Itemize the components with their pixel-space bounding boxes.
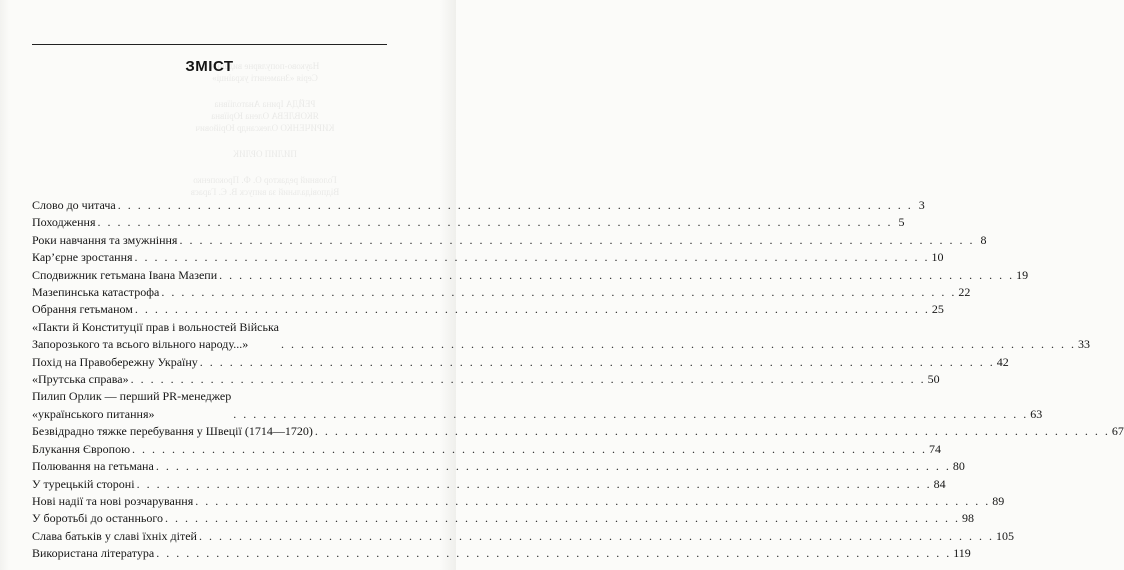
bleed-through-line: РЕЙДА Ірина Анатоліївна [214, 99, 316, 109]
toc-entry-title [32, 319, 279, 354]
bleed-through-line: Головний редактор О. Ф. Прокопенко [193, 175, 337, 185]
toc-entry-title-line: «Пакти й Конституції прав і вольностей Війська [32, 319, 279, 334]
toc-page-number: 80 [952, 459, 965, 474]
toc-entry-title-line: Обрання гетьманом [32, 302, 133, 317]
bleed-through-line: ЯКОВЛЕВА Олена Юріївна [211, 111, 319, 121]
toc-leader-dots: . . . . . . . . . . . . . . . . . . . . . . . . . . . . . . . . . . . . . . . . . . . . . . . . . . . . . . . . . . . . . . . . . . . . . . . . . . . . . . . . [280, 337, 1076, 352]
toc-entry [32, 354, 1009, 371]
toc-entry [32, 545, 971, 562]
toc-entry-title-line: Безвідрадно тяжке перебування у Швеції (1714—1720) [32, 424, 313, 439]
toc-entry-title [32, 545, 154, 562]
toc-entry [32, 319, 1090, 354]
toc-leader-dots: . . . . . . . . . . . . . . . . . . . . . . . . . . . . . . . . . . . . . . . . . . . . . . . . . . . . . . . . . . . . . . . . . . . . . . . . . . . . . . . . [165, 511, 960, 526]
toc-page-number: 119 [953, 546, 971, 561]
toc-entry [32, 249, 944, 266]
toc-entry [32, 371, 940, 388]
bleed-through-line: КИРИЧЕНКО Олександр Юрійович [195, 123, 335, 133]
toc-entry-title-line: У боротьбі до останнього [32, 511, 163, 526]
toc-entry-title-line: Походження [32, 215, 96, 230]
toc-leader-dots: . . . . . . . . . . . . . . . . . . . . . . . . . . . . . . . . . . . . . . . . . . . . . . . . . . . . . . . . . . . . . . . . . . . . . . . . . . . . . . . . [134, 302, 930, 317]
table-of-contents [32, 197, 1124, 563]
toc-entry-title-line: У турецькій стороні [32, 476, 135, 491]
toc-leader-dots: . . . . . . . . . . . . . . . . . . . . . . . . . . . . . . . . . . . . . . . . . . . . . . . . . . . . . . . . . . . . . . . . . . . . . . . . . . . . . . . . [155, 459, 951, 474]
toc-page-number: 84 [933, 476, 946, 491]
toc-entry-title-line: Слава батьків у славі їхніх дітей [32, 528, 197, 543]
toc-entry-title-line: Мазепинська катастрофа [32, 285, 160, 300]
toc-entry [32, 510, 974, 527]
toc-leader-dots: . . . . . . . . . . . . . . . . . . . . . . . . . . . . . . . . . . . . . . . . . . . . . . . . . . . . . . . . . . . . . . . . . . . . . . . . . . . . . . . . [134, 250, 930, 265]
toc-entry-title [32, 284, 159, 301]
toc-page-number: 98 [962, 511, 974, 526]
toc-entry [32, 528, 1014, 545]
toc-entry [32, 388, 1043, 423]
toc-entry-title [32, 493, 193, 510]
toc-entry-title-line: Роки навчання та змужніння [32, 232, 178, 247]
toc-leader-dots: . . . . . . . . . . . . . . . . . . . . . . . . . . . . . . . . . . . . . . . . . . . . . . . . . . . . . . . . . . . . . . . . . . . . . . . . . . . . . . . . [136, 476, 932, 491]
toc-entry [32, 284, 971, 301]
toc-entry-title [32, 388, 231, 423]
toc-page-number: 63 [1030, 406, 1043, 421]
toc-entry-title [32, 214, 96, 231]
toc-page-number: 5 [898, 215, 905, 230]
toc-entry-title [32, 476, 135, 493]
toc-entry-title [32, 458, 154, 475]
toc-leader-dots: . . . . . . . . . . . . . . . . . . . . . . . . . . . . . . . . . . . . . . . . . . . . . . . . . . . . . . . . . . . . . . . . . . . . . . . . . . . . . . . . [156, 546, 952, 561]
toc-entry [32, 301, 944, 318]
toc-page-number: 89 [992, 493, 1005, 508]
toc-entry [32, 493, 1005, 510]
toc-leader-dots: . . . . . . . . . . . . . . . . . . . . . . . . . . . . . . . . . . . . . . . . . . . . . . . . . . . . . . . . . . . . . . . . . . . . . . . . . . . . . . . . [314, 424, 1110, 439]
bleed-through-line: Науково-популярне видання [210, 61, 320, 71]
toc-entry-title [32, 510, 163, 527]
toc-entry-title-line: Слово до читача [32, 198, 116, 212]
toc-leader-dots: . . . . . . . . . . . . . . . . . . . . . . . . . . . . . . . . . . . . . . . . . . . . . . . . . . . . . . . . . . . . . . . . . . . . . . . . . . . . . . . . [130, 372, 926, 387]
toc-page-number: 8 [980, 232, 987, 247]
toc-leader-dots: . . . . . . . . . . . . . . . . . . . . . . . . . . . . . . . . . . . . . . . . . . . . . . . . . . . . . . . . . . . . . . . . . . . . . . . . . . . . . . . . [199, 354, 995, 369]
toc-leader-dots: . . . . . . . . . . . . . . . . . . . . . . . . . . . . . . . . . . . . . . . . . . . . . . . . . . . . . . . . . . . . . . . . . . . . . . . . . . . . . . . . [179, 232, 975, 247]
toc-entry-title-line: «українського питання» [32, 406, 155, 421]
toc-entry [32, 197, 925, 214]
bleed-through-line: ПИЛИП ОРЛИК [233, 149, 297, 159]
toc-entry [32, 458, 965, 475]
toc-page-number: 42 [996, 354, 1009, 369]
toc-entry-title [32, 441, 130, 458]
bleed-through-line: Відповідальний за випуск В. Є. Гараєв [190, 187, 340, 197]
toc-entry-title-line: «Прутська справа» [32, 372, 129, 387]
toc-page-number: 50 [927, 372, 940, 387]
toc-page-number: 25 [931, 302, 944, 317]
toc-entry-title-line: Похід на Правобережну Україну [32, 354, 198, 369]
toc-entry-title [32, 249, 133, 266]
toc-entry [32, 214, 905, 231]
top-rule [32, 44, 387, 45]
toc-entry-title [32, 423, 313, 440]
toc-entry-title-line: Полювання на гетьмана [32, 459, 154, 474]
toc-entry [32, 441, 942, 458]
toc-entry-title-line: Запорозького та всього вільного народу...» [32, 337, 249, 352]
toc-leader-dots: . . . . . . . . . . . . . . . . . . . . . . . . . . . . . . . . . . . . . . . . . . . . . . . . . . . . . . . . . . . . . . . . . . . . . . . . . . . . . . . . [219, 267, 1015, 282]
toc-entry [32, 232, 987, 249]
bleed-through-line: Серія «Знамениті українці» [212, 73, 318, 83]
toc-page-number: 22 [958, 285, 971, 300]
toc-leader-dots: . . . . . . . . . . . . . . . . . . . . . . . . . . . . . . . . . . . . . . . . . . . . . . . . . . . . . . . . . . . . . . . . . . . . . . . . . . . . . . . . [97, 215, 893, 230]
toc-entry-title [32, 267, 217, 284]
toc-entry-title-line: Кар’єрне зростання [32, 250, 133, 265]
toc-entry-title-line: Використана література [32, 546, 155, 561]
toc-entry [32, 476, 946, 493]
toc-page-number: 3 [918, 198, 925, 212]
toc-entry-title-line: Нові надії та нові розчарування [32, 493, 194, 508]
toc-entry-title [32, 197, 116, 214]
toc-entry-title-line: Сподвижник гетьмана Івана Мазепи [32, 267, 218, 282]
toc-entry-title [32, 371, 129, 388]
toc-leader-dots: . . . . . . . . . . . . . . . . . . . . . . . . . . . . . . . . . . . . . . . . . . . . . . . . . . . . . . . . . . . . . . . . . . . . . . . . . . . . . . . . [233, 406, 1029, 421]
toc-leader-dots: . . . . . . . . . . . . . . . . . . . . . . . . . . . . . . . . . . . . . . . . . . . . . . . . . . . . . . . . . . . . . . . . . . . . . . . . . . . . . . . . [161, 285, 957, 300]
toc-leader-dots: . . . . . . . . . . . . . . . . . . . . . . . . . . . . . . . . . . . . . . . . . . . . . . . . . . . . . . . . . . . . . . . . . . . . . . . . . . . . . . . . [117, 198, 913, 212]
toc-entry-title [32, 528, 197, 545]
toc-page-number: 67 [1111, 424, 1124, 439]
toc-entry-title [32, 232, 177, 249]
toc-entry-title [32, 301, 133, 318]
toc-page-number: 33 [1077, 337, 1090, 352]
toc-entry [32, 267, 1029, 284]
toc-page-number: 105 [995, 528, 1014, 543]
toc-page-number: 19 [1016, 267, 1029, 282]
bleed-through-text [150, 60, 380, 198]
toc-entry-title-line: Блукання Європою [32, 441, 131, 456]
toc-page-number: 10 [931, 250, 944, 265]
toc-entry-title-line: Пилип Орлик — перший PR-менеджер [32, 389, 232, 404]
toc-leader-dots: . . . . . . . . . . . . . . . . . . . . . . . . . . . . . . . . . . . . . . . . . . . . . . . . . . . . . . . . . . . . . . . . . . . . . . . . . . . . . . . . [195, 493, 991, 508]
toc-page-number: 74 [929, 441, 942, 456]
toc-heading: ЗМІСТ [185, 58, 234, 75]
toc-entry [32, 423, 1124, 440]
toc-entry-title [32, 354, 198, 371]
toc-leader-dots: . . . . . . . . . . . . . . . . . . . . . . . . . . . . . . . . . . . . . . . . . . . . . . . . . . . . . . . . . . . . . . . . . . . . . . . . . . . . . . . . [198, 528, 994, 543]
toc-leader-dots: . . . . . . . . . . . . . . . . . . . . . . . . . . . . . . . . . . . . . . . . . . . . . . . . . . . . . . . . . . . . . . . . . . . . . . . . . . . . . . . . [132, 441, 928, 456]
